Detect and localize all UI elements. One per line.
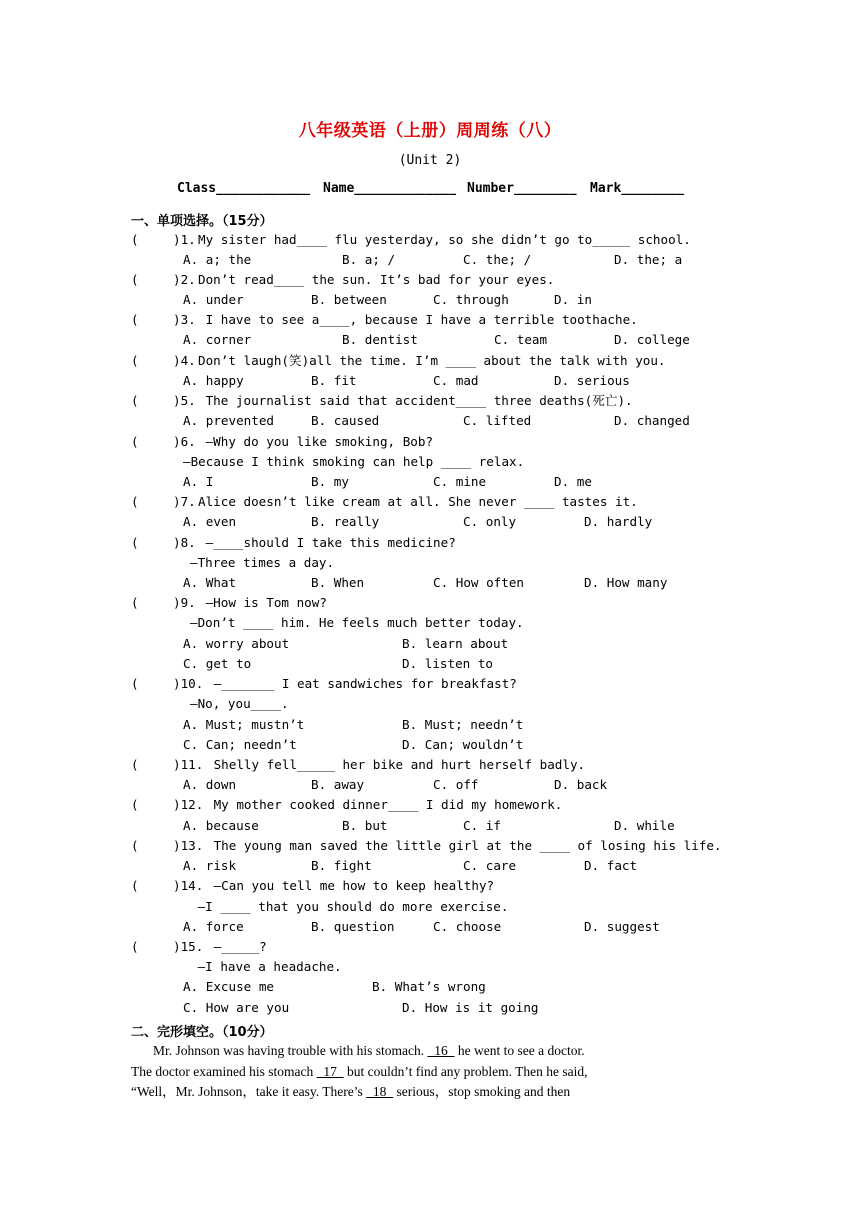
option-d: D. college bbox=[614, 332, 690, 347]
option-d: D. while bbox=[614, 818, 675, 833]
option-a: A. force bbox=[183, 919, 244, 934]
question-text: My sister had____ flu yesterday, so she didn’t go to_____ school. bbox=[198, 232, 691, 247]
option-b: B. really bbox=[311, 514, 380, 529]
question-text: Shelly fell_____ her bike and hurt herself badly. bbox=[206, 757, 586, 772]
question-number: )1. bbox=[173, 232, 196, 247]
number-field: Number________ bbox=[467, 181, 577, 196]
question-text: —Why do you like smoking, Bob? bbox=[198, 434, 434, 449]
option-d: D. Can; wouldn’t bbox=[402, 737, 524, 752]
option-c: C. only bbox=[463, 514, 517, 529]
option-d: D. How many bbox=[584, 575, 668, 590]
blank-18: 18 bbox=[366, 1084, 394, 1099]
question-number: )2. bbox=[173, 272, 196, 287]
option-a: A. Excuse me bbox=[183, 979, 274, 994]
class-field: Class____________ bbox=[177, 181, 311, 196]
page-subtitle: (Unit 2) bbox=[398, 153, 462, 168]
option-c: C. care bbox=[463, 858, 517, 873]
option-c: C. How are you bbox=[183, 1000, 290, 1015]
question-text: —_____? bbox=[206, 939, 267, 954]
question-number: )10. bbox=[173, 676, 204, 691]
option-a: A. risk bbox=[183, 858, 237, 873]
cloze-line-3: “Well，Mr. Johnson，take it easy. There’s 18 serious，stop smoking and then bbox=[131, 1084, 571, 1099]
option-c: C. choose bbox=[433, 919, 502, 934]
question-number: )4. bbox=[173, 353, 196, 368]
blank-16: 16 bbox=[427, 1043, 455, 1058]
option-a: A. corner bbox=[183, 332, 252, 347]
question-text: —How is Tom now? bbox=[198, 595, 327, 610]
option-d: D. hardly bbox=[584, 514, 653, 529]
option-a: A. I bbox=[183, 474, 214, 489]
option-b: B. fight bbox=[311, 858, 372, 873]
option-b: B. but bbox=[342, 818, 388, 833]
question-text-line2: —Three times a day. bbox=[190, 555, 335, 570]
section-heading-multiple-choice: 一、单项选择。（15分） bbox=[131, 214, 273, 229]
option-b: B. my bbox=[311, 474, 349, 489]
option-b: B. a; / bbox=[342, 252, 396, 267]
option-c: C. if bbox=[463, 818, 501, 833]
option-d: D. changed bbox=[614, 413, 690, 428]
question-text-line2: —Don’t ____ him. He feels much better today. bbox=[190, 615, 524, 630]
question-text: My mother cooked dinner____ I did my homework. bbox=[206, 797, 563, 812]
question-text: The journalist said that accident____ three deaths(死亡). bbox=[198, 393, 633, 408]
option-d: D. in bbox=[554, 292, 592, 307]
question-text-line2: —Because I think smoking can help ____ relax. bbox=[183, 454, 525, 469]
option-b: B. dentist bbox=[342, 332, 418, 347]
question-number: )14. bbox=[173, 878, 204, 893]
option-d: D. serious bbox=[554, 373, 630, 388]
question-number: )12. bbox=[173, 797, 204, 812]
option-a: A. happy bbox=[183, 373, 244, 388]
option-a: A. worry about bbox=[183, 636, 290, 651]
option-d: D. me bbox=[554, 474, 592, 489]
option-d: D. How is it going bbox=[402, 1000, 539, 1015]
option-a: A. Must; mustn’t bbox=[183, 717, 305, 732]
option-c: C. team bbox=[494, 332, 548, 347]
cloze-line-1: Mr. Johnson was having trouble with his stomach. 16 he went to see a doctor. bbox=[153, 1043, 585, 1058]
option-c: C. Can; needn’t bbox=[183, 737, 297, 752]
option-d: D. suggest bbox=[584, 919, 660, 934]
option-a: A. What bbox=[183, 575, 237, 590]
question-number: )8. bbox=[173, 535, 196, 550]
question-number: )9. bbox=[173, 595, 196, 610]
question-number: )13. bbox=[173, 838, 204, 853]
option-c: C. through bbox=[433, 292, 509, 307]
name-field: Name_____________ bbox=[323, 181, 457, 196]
question-number: )11. bbox=[173, 757, 204, 772]
section-heading-cloze: 二、完形填空。（10分） bbox=[131, 1025, 273, 1040]
question-text-line2: —I ____ that you should do more exercise. bbox=[190, 899, 509, 914]
question-text: —____should I take this medicine? bbox=[198, 535, 456, 550]
page-title: 八年级英语（上册）周周练（八） bbox=[298, 121, 562, 141]
question-text: I have to see a____, because I have a terrible toothache. bbox=[198, 312, 638, 327]
option-a: A. a; the bbox=[183, 252, 252, 267]
option-b: B. What’s wrong bbox=[372, 979, 486, 994]
question-text: Don’t laugh(笑)all the time. I’m ____ about the talk with you. bbox=[198, 353, 666, 368]
option-c: C. get to bbox=[183, 656, 252, 671]
question-text-line2: —I have a headache. bbox=[190, 959, 342, 974]
question-text-line2: —No, you____. bbox=[190, 696, 289, 711]
option-a: A. under bbox=[183, 292, 244, 307]
option-a: A. because bbox=[183, 818, 259, 833]
option-b: B. Must; needn’t bbox=[402, 717, 524, 732]
option-c: C. lifted bbox=[463, 413, 532, 428]
option-c: C. mine bbox=[433, 474, 487, 489]
question-text: The young man saved the little girl at the ____ of losing his life. bbox=[206, 838, 722, 853]
option-d: D. the; a bbox=[614, 252, 683, 267]
blank-17: 17 bbox=[316, 1063, 344, 1079]
question-number: )7. bbox=[173, 494, 196, 509]
cloze-line-2: The doctor examined his stomach 17 but couldn’t find any problem. Then he said, bbox=[131, 1063, 588, 1079]
option-a: A. down bbox=[183, 777, 237, 792]
option-a: A. even bbox=[183, 514, 237, 529]
question-number: )5. bbox=[173, 393, 196, 408]
question-number: )15. bbox=[173, 939, 204, 954]
worksheet-page: 八年级英语（上册）周周练（八） (Unit 2) Class____________ Name_____________ Number________ Mark________ 一、单项选择。（15分） ( )1. My sister had____ flu yesterday, so she didn’t go to_____ school. A. a; the B. a; / C. the; / D. the; a ( )2. Don’t read____ the sun. It’s bad for your eyes. A. under B. between C. through D. in ( )3. I have to see a____, because I have a terrible toothache. A. corner B. dentist C. team D. college ( )4. Don’t laugh(笑)all the time. I’m ____ about the talk with you. A. happy B. fit C. mad D. serious ( )5. The journalist said that accident____ three deaths(死亡). A. prevented B. caused C. lifted D. changed ( )6. —Why do you like smoking, Bob? —Because I think smoking can help ____ relax. A. I B. my C. mine D. me ( )7. Alice doesn’t like cream at all. She never ____ tastes it. A. even B. really C. only D. hardly ( )8. —____should I take this medicine? —Three times a day. A. What B. When C. How often D. How many ( )9. —How is Tom now? —Don’t ____ him. He feels much better today. A. worry about B. learn about C. get to D. listen to ( )10. —_______ I eat sandwiches for breakfast? —No, you____. A. Must; mustn’t B. Must; needn’t C. Can; needn’t D. Can; wouldn’t ( )11. Shelly fell_____ her bike and hurt herself badly. A. down B. away C. off D. back ( )12. My mother cooked dinner____ I did my homework. A. because B. but C. if D. while ( )13. The young man saved the little girl at the ____ of losing his life. A. risk B. fight C. care D. fact ( )14. —Can you tell me how to keep healthy? —I ____ that you should do more exercise. A. force B. question C. choose D. suggest ( )15. —_____? —I have a headache. A. Excuse me B. What’s wrong C. How are you D. How is it going 二、完形填空。（10分） Mr. Johnson was having trouble with his stomach. 16 he went to see a doctor. The doctor examined his stomach 17 but couldn’t find any problem. Then he said, “Well，Mr. Johnson，take it easy. There’s 18 serious，stop smoking and then bbox=[0, 0, 860, 1216]
option-b: B. When bbox=[311, 575, 365, 590]
option-c: C. the; / bbox=[463, 252, 532, 267]
question-text: Alice doesn’t like cream at all. She never ____ tastes it. bbox=[198, 494, 638, 509]
option-b: B. fit bbox=[311, 373, 357, 388]
option-b: B. between bbox=[311, 292, 387, 307]
option-c: C. How often bbox=[433, 575, 524, 590]
question-text: Don’t read____ the sun. It’s bad for your eyes. bbox=[198, 272, 555, 287]
option-c: C. off bbox=[433, 777, 479, 792]
option-b: B. caused bbox=[311, 413, 380, 428]
mark-field: Mark________ bbox=[590, 181, 684, 196]
option-b: B. away bbox=[311, 777, 365, 792]
question-number: )3. bbox=[173, 312, 196, 327]
option-b: B. question bbox=[311, 919, 395, 934]
cloze-passage bbox=[131, 1041, 731, 1103]
option-a: A. prevented bbox=[183, 413, 274, 428]
question-text: —Can you tell me how to keep healthy? bbox=[206, 878, 495, 893]
option-d: D. back bbox=[554, 777, 608, 792]
option-d: D. fact bbox=[584, 858, 638, 873]
question-text: —_______ I eat sandwiches for breakfast? bbox=[206, 676, 517, 691]
option-d: D. listen to bbox=[402, 656, 493, 671]
question-number: )6. bbox=[173, 434, 196, 449]
option-b: B. learn about bbox=[402, 636, 509, 651]
option-c: C. mad bbox=[433, 373, 479, 388]
